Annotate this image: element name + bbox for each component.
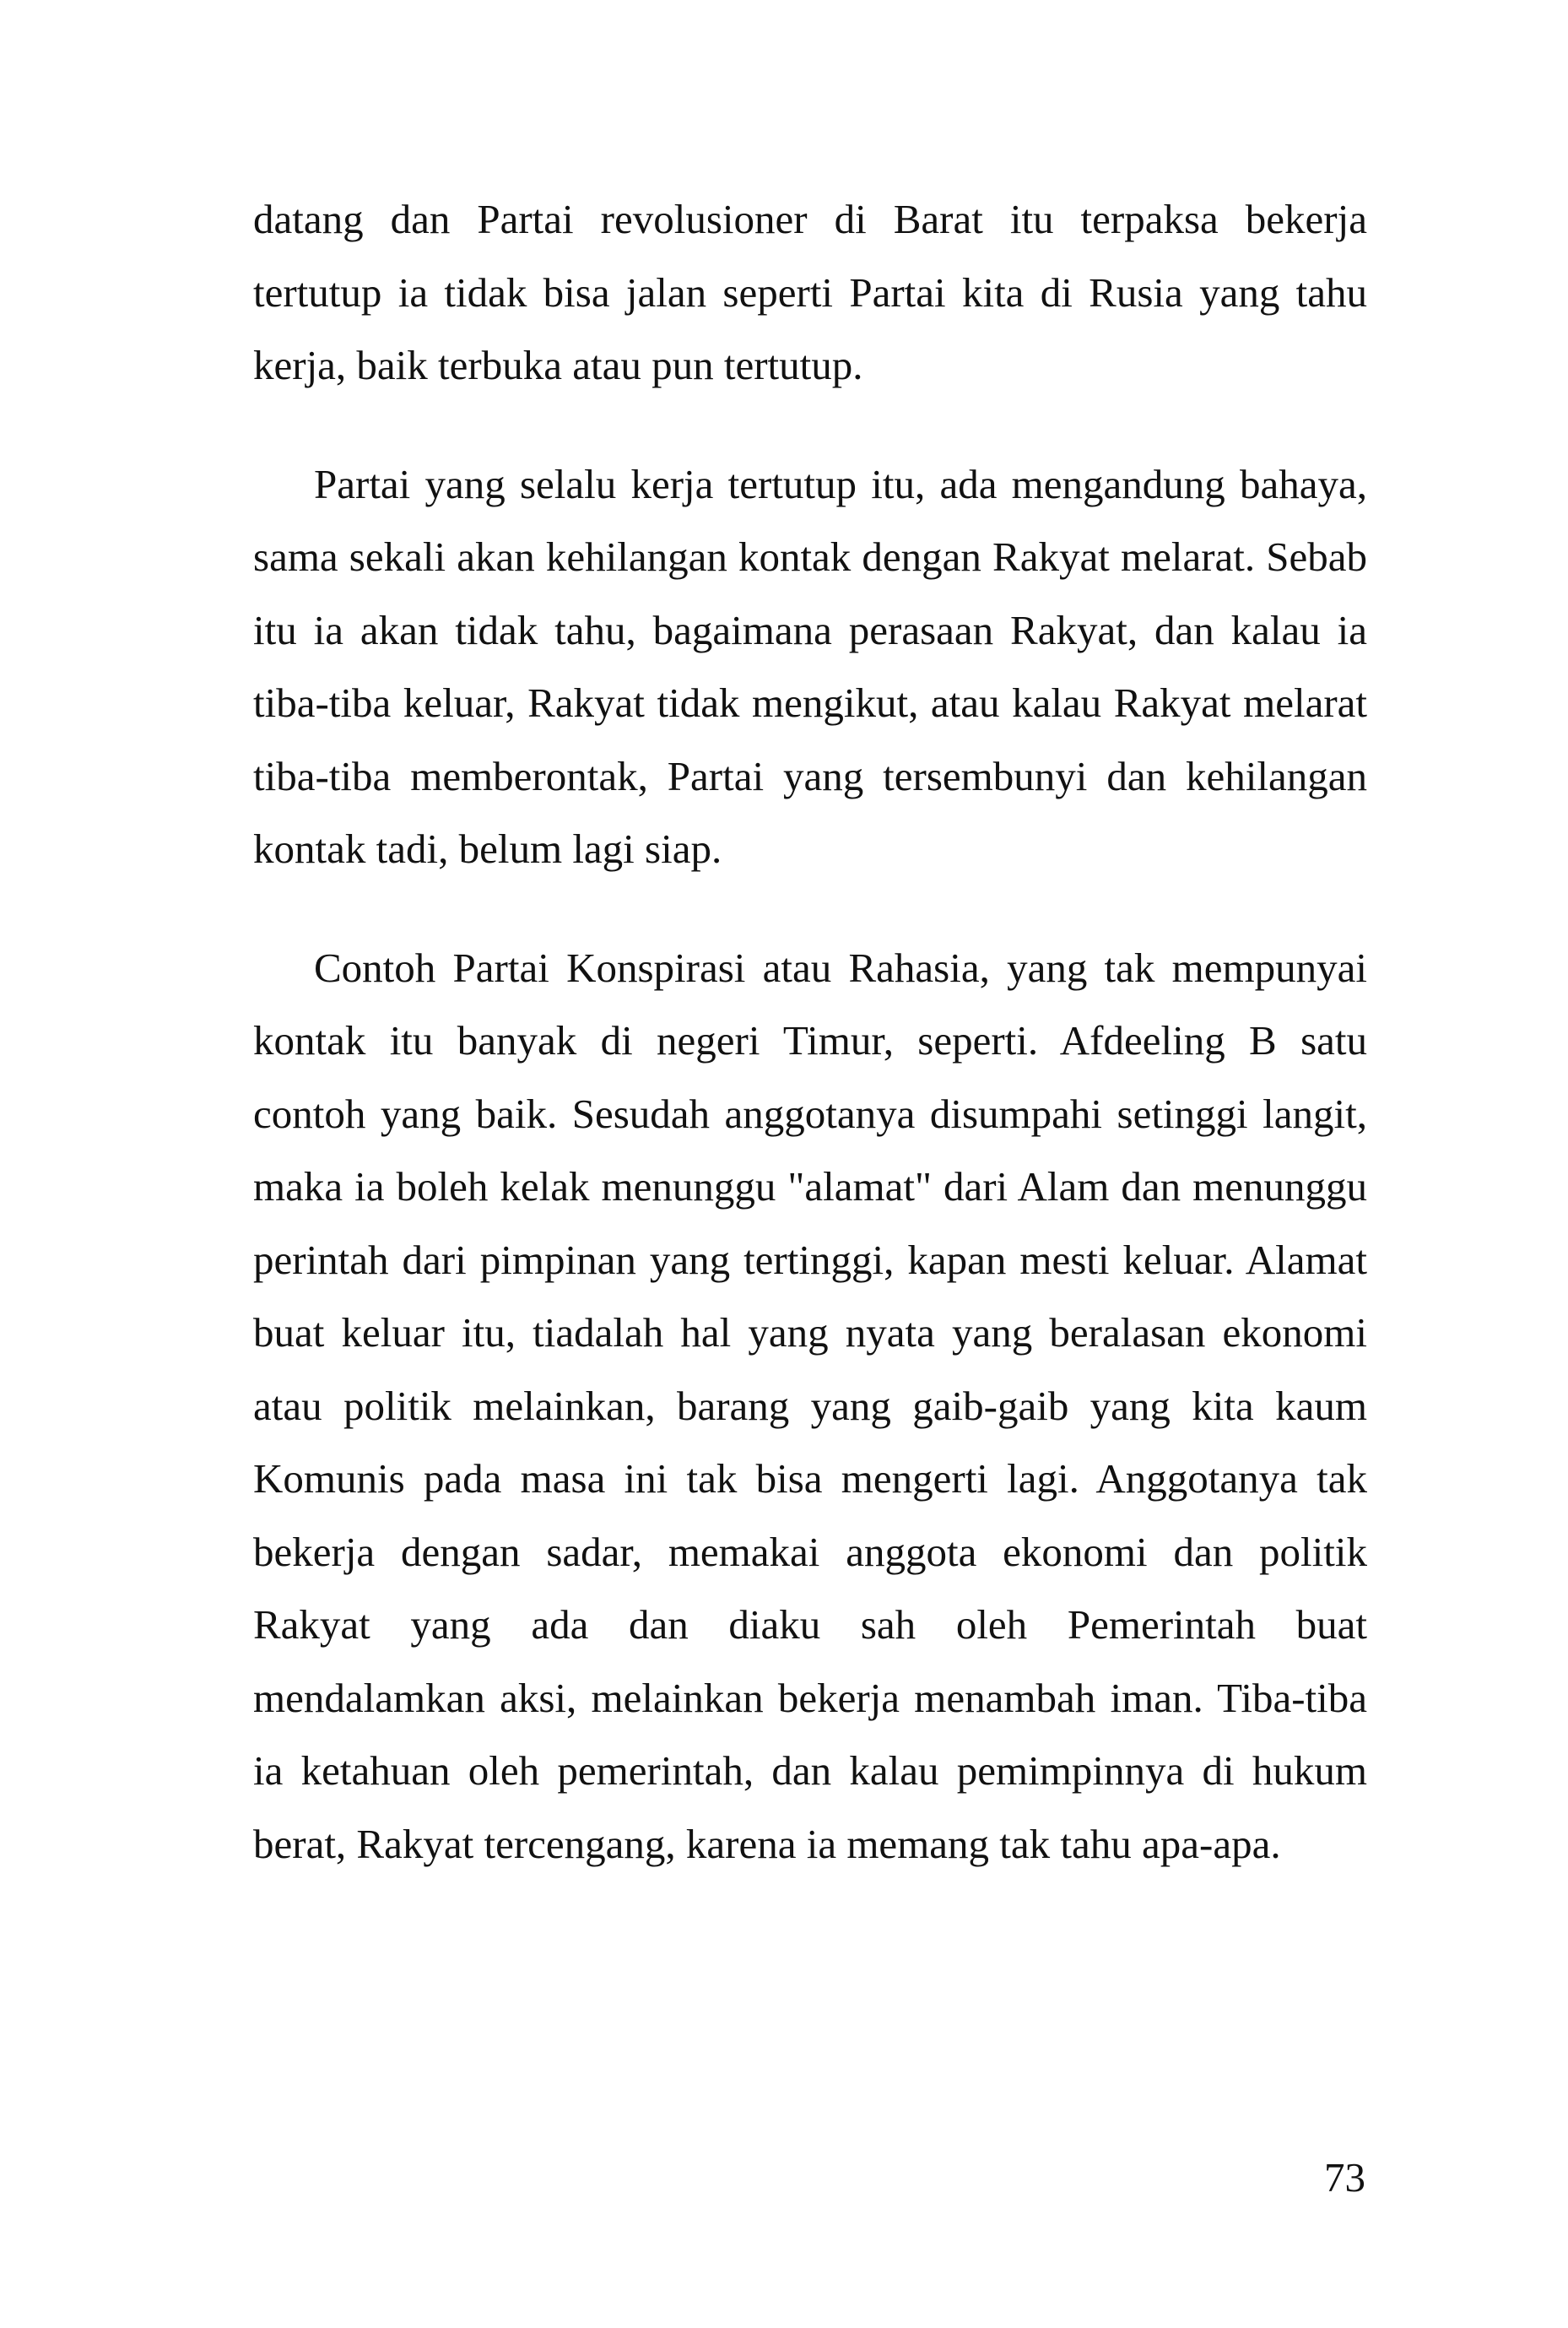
body-text [253,183,1367,1881]
paragraph-1: datang dan Partai revolusioner di Barat itu terpaksa bekerja tertutup ia tidak bisa jalan seperti Partai kita di Rusia yang tahu kerja, baik terbuka atau pun tertutup. [253,196,1367,388]
paragraph-3: Contoh Partai Konspirasi atau Rahasia, yang tak mempunyai kontak itu banyak di negeri Timur, seperti. Afdeeling B satu contoh yang baik. Sesudah anggotanya disumpahi setinggi langit, maka ia boleh kelak menunggu "alamat" dari Alam dan menunggu perintah dari pimpinan yang tertinggi, kapan mesti keluar. Alamat buat keluar itu, tiadalah hal yang nyata yang beralasan ekonomi atau politik melainkan, barang yang gaib-gaib yang kita kaum Komunis pada masa ini tak bisa mengerti lagi. Anggotanya tak bekerja dengan sadar, memakai anggota ekonomi dan politik Rakyat yang ada dan diaku sah oleh Pemerintah buat mendalamkan aksi, melainkan bekerja menambah iman. Tiba-tiba ia ketahuan oleh pemerintah, dan kalau pemimpinnya di hukum berat, Rakyat tercengang, karena ia memang tak tahu apa-apa. [253,944,1367,1867]
page-number: 73 [1324,2154,1365,2201]
paragraph-2: Partai yang selalu kerja tertutup itu, ada mengandung bahaya, sama sekali akan kehilangan kontak dengan Rakyat melarat. Sebab itu ia akan tidak tahu, bagaimana perasaan Rakyat, dan kalau ia tiba-tiba keluar, Rakyat tidak mengikut, atau kalau Rakyat melarat tiba-tiba memberontak, Partai yang tersembunyi dan kehilangan kontak tadi, belum lagi siap. [253,460,1367,872]
